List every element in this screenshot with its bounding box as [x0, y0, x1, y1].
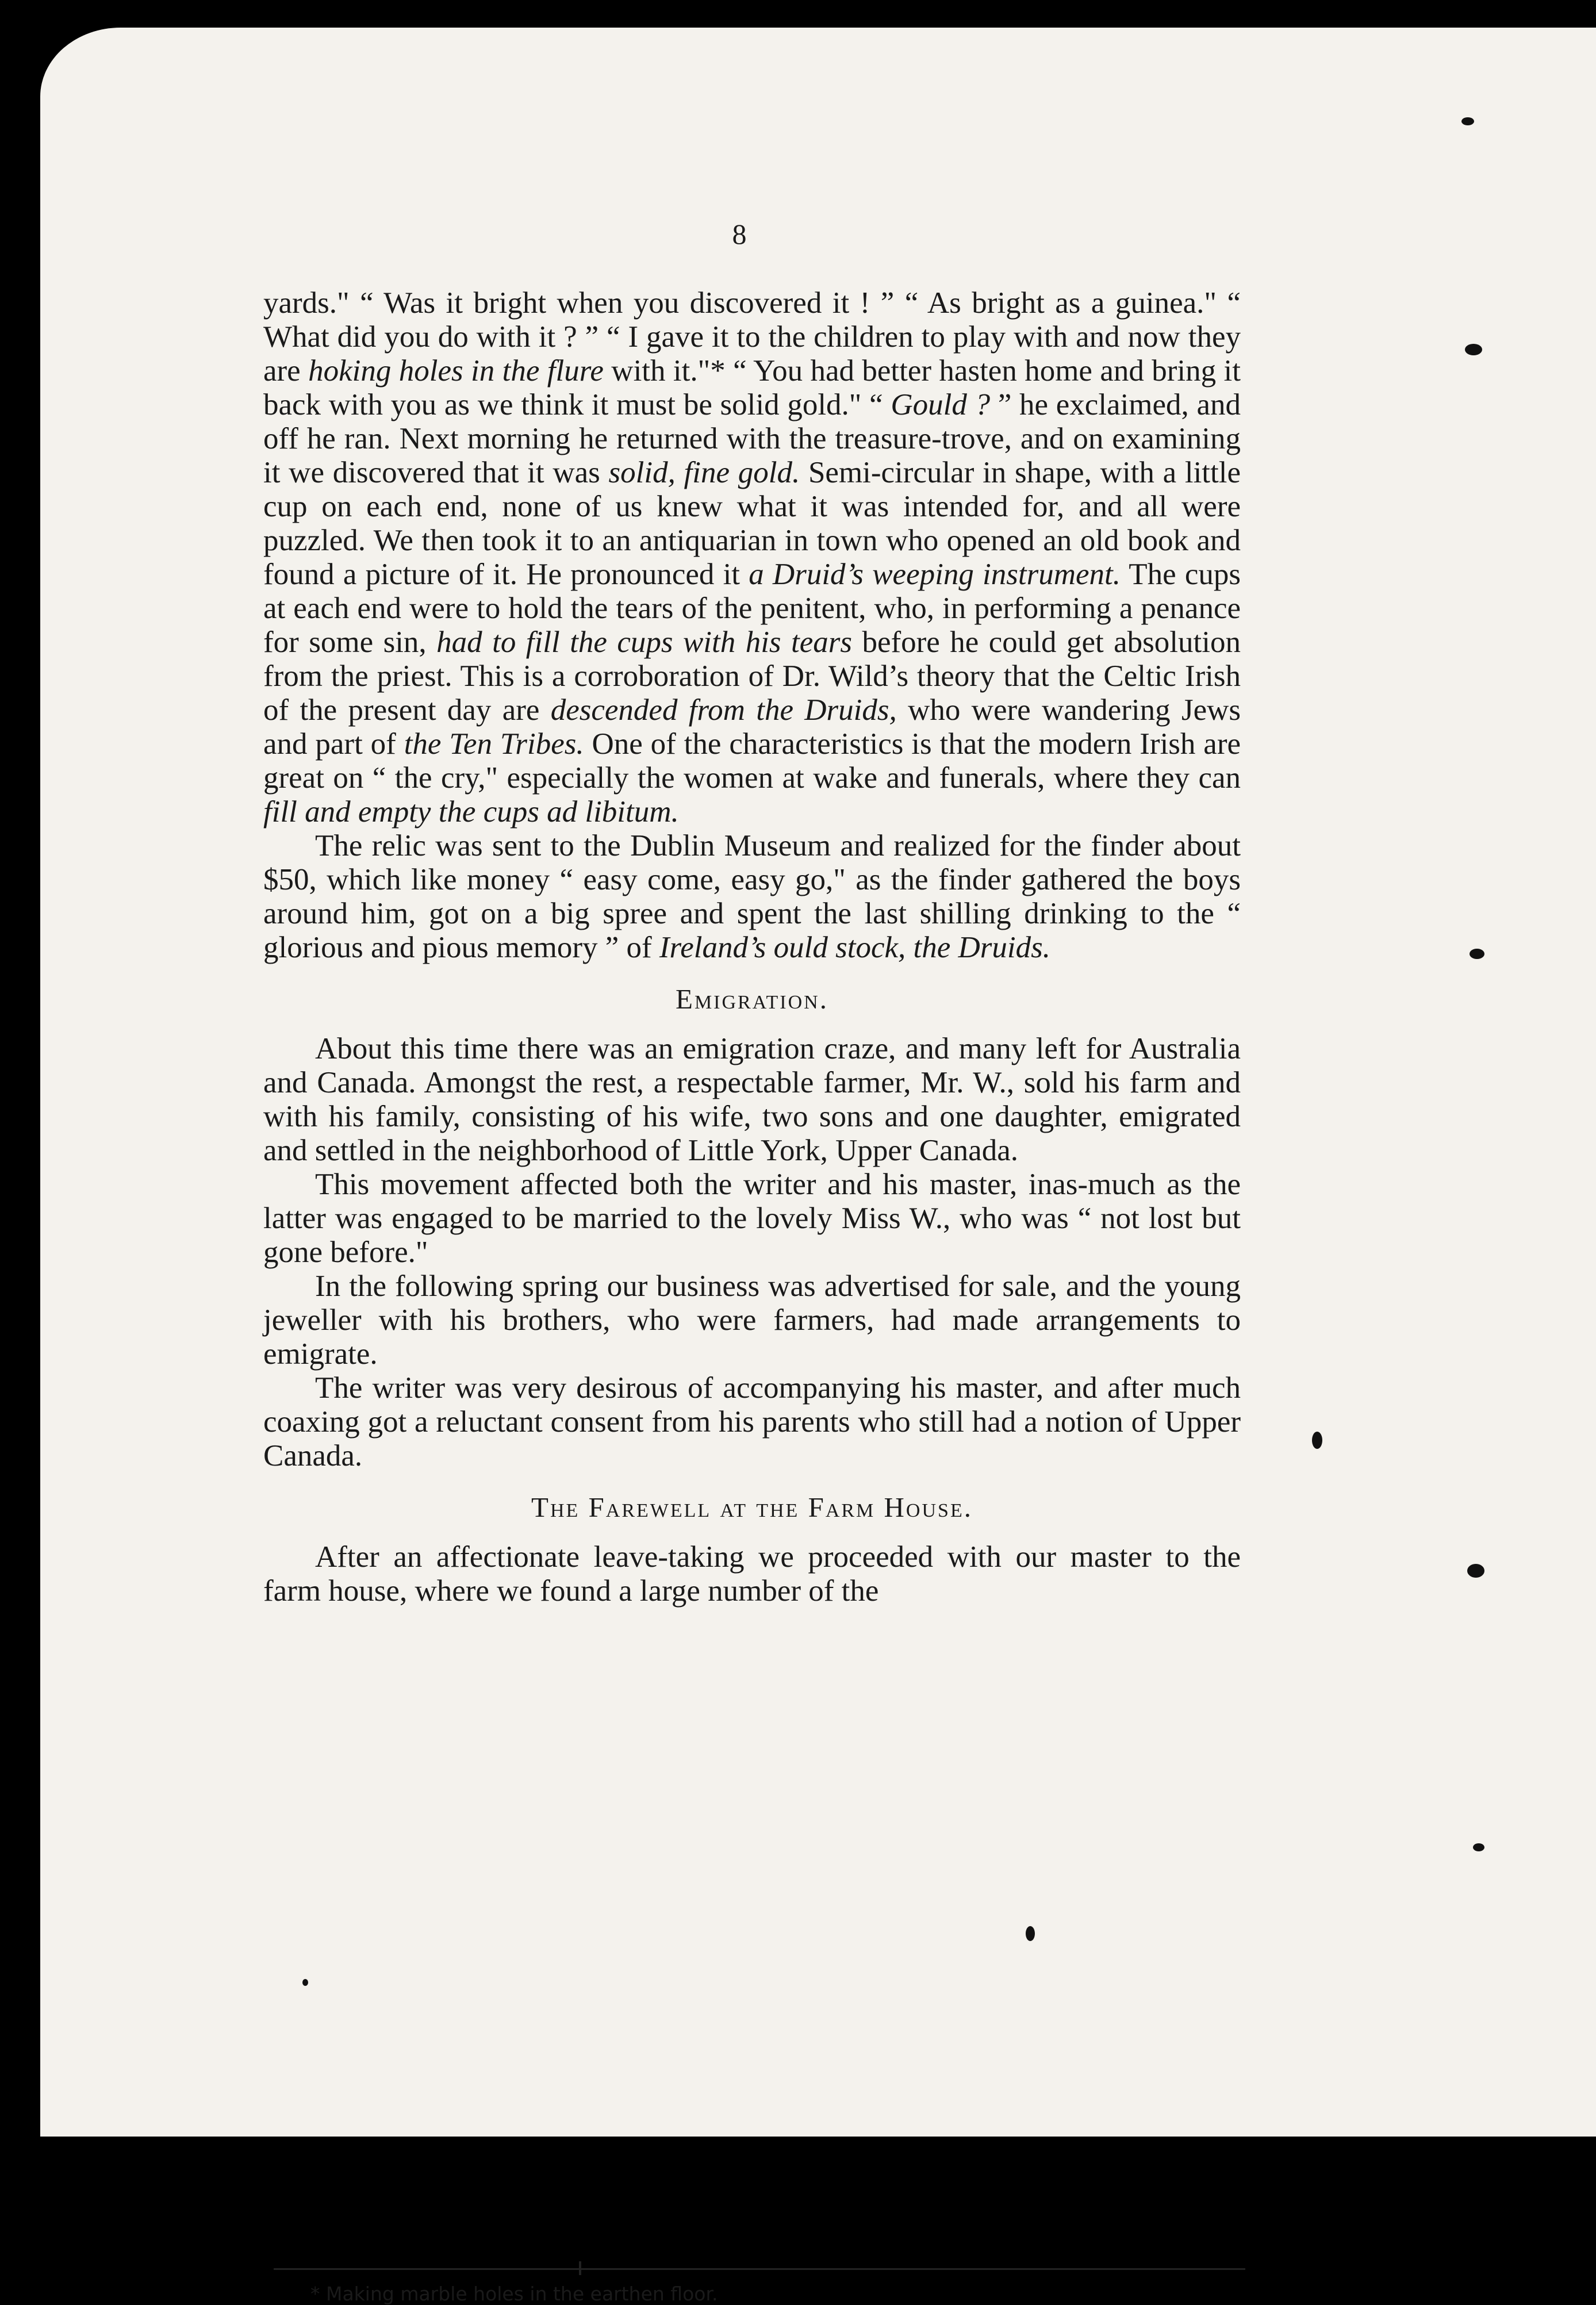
paragraph — [263, 1032, 1241, 1168]
text-run: before he could get absolution from the priest. This is a corroboration of Dr. Wild’s theory that the Celtic Irish of the present day are — [263, 626, 1241, 727]
text-run: who were wandering Jews and part of — [263, 693, 1241, 761]
italic-run: Ireland’s ould stock, the Druids. — [659, 931, 1051, 964]
text-run: The relic was sent to the Dublin Museum and realized for the finder about $50, which like money “ easy come, easy go," as the finder gathered the boys around him, got on a big spree and spent the last shilling drinking to the “ glorious and pious memory ” of — [263, 829, 1241, 964]
scan-speck — [1026, 1926, 1035, 1941]
text-run: This movement affected both the writer and his master, inas-much as the latter was engaged to be married to the lovely Miss W., who was “ not lost but gone before." — [263, 1168, 1241, 1269]
paragraph — [263, 829, 1241, 965]
section-farewell — [263, 1540, 1241, 1608]
text-run: ” he exclaimed, and off he ran. Next morning he returned with the treasure-trove, and on examining it we discovered that it was — [263, 388, 1241, 489]
text-run: In the following spring our business was advertised for sale, and the young jeweller with his brothers, who were farmers, had made arrangements to emigrate. — [263, 1270, 1241, 1371]
paragraph — [263, 1540, 1241, 1608]
italic-run: Gould ? — [891, 388, 991, 421]
scan-speck — [1312, 1432, 1322, 1449]
paragraph — [263, 1270, 1241, 1371]
section-emigration — [263, 1032, 1241, 1473]
text-run: After an affectionate leave-taking we proceeded with our master to the farm house, where we found a large number of the — [263, 1540, 1241, 1608]
scan-speck — [1465, 344, 1482, 355]
text-run: About this time there was an emigration craze, and many left for Australia and Canada. Amongst the rest, a respectable farmer, Mr. W., sold his farm and with his family, consisting of his wife, two sons and one daughter, emigrated and settled in the neighborhood of Little York, Upper Canada. — [263, 1032, 1241, 1167]
footnote: * Making marble holes in the earthen floor. — [310, 2283, 718, 2305]
text-run: yards." “ Was it bright when you discovered it ! ” “ As bright as a guinea." “ What did you do with it ? ” “ I gave it to the children to play with and now they are — [263, 286, 1241, 388]
page-number: 8 — [732, 218, 747, 250]
paragraph — [263, 1371, 1241, 1473]
italic-run: had to fill the cups with his tears — [436, 626, 853, 659]
paragraph — [263, 1168, 1241, 1270]
body-text — [263, 286, 1241, 1608]
scan-speck — [1467, 1564, 1484, 1578]
heading-farewell: The Farewell at the Farm House. — [531, 1491, 973, 1523]
italic-run: hoking holes in the flure — [308, 354, 604, 388]
italic-run: fill and empty the cups ad libitum. — [263, 795, 679, 829]
text-run: with it."* “ You had better hasten home and bring it back with you as we think it must be solid gold." “ — [263, 354, 1241, 421]
text-run: The cups at each end were to hold the tears of the penitent, who, in performing a penance for some sin, — [263, 558, 1241, 659]
footnote-rule — [274, 2268, 1245, 2270]
text-run: One of the characteristics is that the modern Irish are great on “ the cry," especially the women at wake and funerals, where they can — [263, 727, 1241, 795]
italic-run: descended from the Druids, — [550, 693, 897, 727]
text-run: Semi-circular in shape, with a little cup on each end, none of us knew what it was intended for, and all were puzzled. We then took it to an antiquarian in town who opened an old book and found a picture of it. He pronounced it — [263, 456, 1241, 591]
scan-speck — [1461, 117, 1474, 125]
scan-speck — [1470, 949, 1484, 959]
italic-run: a Druid’s weeping instrument. — [749, 558, 1121, 591]
section-relic — [263, 286, 1241, 965]
scan-speck — [1473, 1843, 1484, 1851]
italic-run: the Ten Tribes. — [404, 727, 584, 761]
footnote-rule-mark — [579, 2261, 581, 2275]
heading-emigration: Emigration. — [676, 983, 828, 1015]
paragraph — [263, 286, 1241, 829]
text-run: The writer was very desirous of accompanying his master, and after much coaxing got a reluctant consent from his parents who still had a notion of Upper Canada. — [263, 1371, 1241, 1472]
italic-run: solid, fine gold. — [608, 456, 800, 489]
scan-speck — [302, 1979, 308, 1986]
